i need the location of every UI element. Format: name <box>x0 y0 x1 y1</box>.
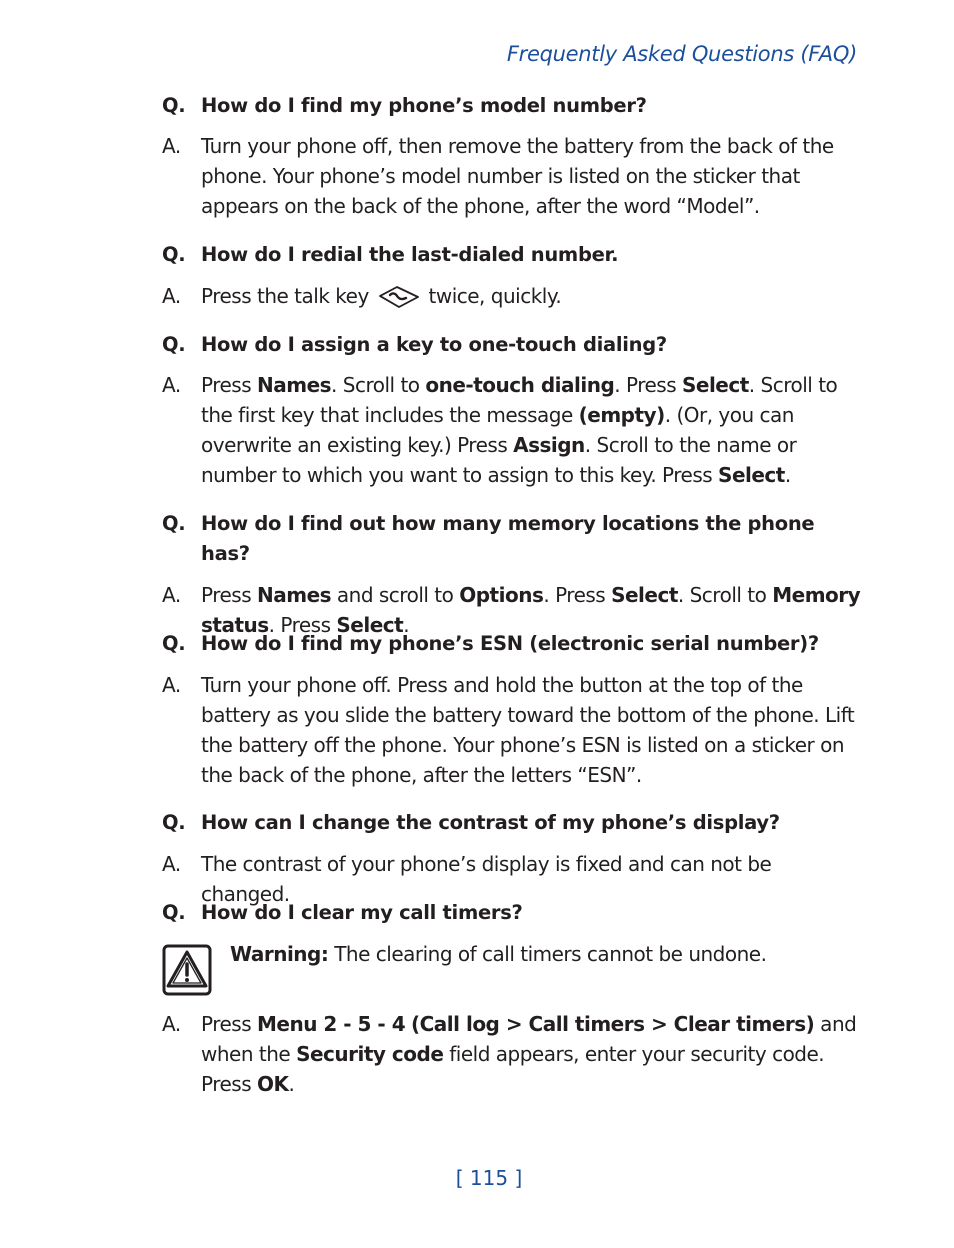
q-marker: Q. <box>162 243 186 266</box>
answer <box>162 281 862 311</box>
warning-text: The clearing of call timers cannot be undone. <box>328 942 767 966</box>
question-text: How do I assign a key to one-touch dialing? <box>201 333 667 356</box>
question-text: How do I find my phone’s model number? <box>201 94 647 117</box>
menu-term: Menu 2 - 5 - 4 <box>257 1012 406 1036</box>
text-run: . Press <box>543 583 612 607</box>
menu-term: Select <box>718 463 785 487</box>
menu-term: Names <box>257 373 332 397</box>
talk-key-icon <box>377 284 421 310</box>
question <box>162 330 862 360</box>
answer-text <box>201 281 862 311</box>
page-number: [ 115 ] <box>455 1166 523 1190</box>
answer-text: The contrast of your phone’s display is fixed and can not be changed. <box>201 852 772 906</box>
faq-item-esn <box>162 629 862 790</box>
text-run: Press <box>201 1012 257 1036</box>
text-run: . <box>403 613 410 637</box>
menu-term: Select <box>681 373 749 397</box>
warning-label: Warning: <box>230 942 329 966</box>
text-run: and when the <box>201 1012 857 1066</box>
a-marker: A. <box>162 673 181 697</box>
text-run: field appears, enter your security code. Press <box>201 1042 825 1096</box>
question-text: How do I find out how many memory locations the phone has? <box>201 512 815 565</box>
a-marker: A. <box>162 373 181 397</box>
question-text: How can I change the contrast of my phone’s display? <box>201 811 780 834</box>
text-run: . Press <box>614 373 682 397</box>
text-run: . <box>784 463 791 487</box>
answer-text: Turn your phone off, then remove the battery from the back of the phone. Your phone’s model number is listed on the sticker that appears on the back of the phone, after the word “Model”. <box>201 134 834 218</box>
question <box>162 91 862 121</box>
answer-text <box>201 370 862 490</box>
text-run: . Scroll to the name or number to which you want to assign to this key. Press <box>201 433 797 487</box>
answer <box>162 370 862 490</box>
a-marker: A. <box>162 284 181 308</box>
menu-term: (Call log > Call timers > Clear timers) <box>410 1012 815 1036</box>
menu-term: Select <box>336 613 404 637</box>
question-text: How do I clear my call timers? <box>201 901 523 924</box>
question <box>162 629 862 659</box>
menu-term: Assign <box>513 433 585 457</box>
text-run: . Scroll to <box>331 373 426 397</box>
menu-term: Names <box>257 583 332 607</box>
answer-text-before: Press the talk key <box>201 284 369 308</box>
text-run: . (Or, you can overwrite an existing key.) Press <box>201 403 794 457</box>
question-text: How do I redial the last-dialed number. <box>201 243 619 266</box>
menu-term: one-touch dialing <box>425 373 615 397</box>
menu-term: Options <box>459 583 544 607</box>
faq-item-call-timers-answer <box>162 1009 862 1099</box>
answer <box>162 1009 862 1099</box>
warning-triangle-icon <box>162 944 212 996</box>
faq-item-model-number <box>162 91 862 221</box>
text-run: . Scroll to <box>677 583 773 607</box>
text-run: Press <box>201 373 257 397</box>
a-marker: A. <box>162 134 181 158</box>
question-text: How do I find my phone’s ESN (electronic serial number)? <box>201 632 819 655</box>
answer-text-after: twice, quickly. <box>428 284 562 308</box>
text-run: . <box>288 1072 295 1096</box>
q-marker: Q. <box>162 333 186 356</box>
answer <box>162 670 862 790</box>
question <box>162 898 862 928</box>
faq-item-redial <box>162 240 862 311</box>
question <box>162 509 862 569</box>
q-marker: Q. <box>162 512 186 535</box>
q-marker: Q. <box>162 901 186 924</box>
faq-item-one-touch <box>162 330 862 490</box>
menu-term: Memory status <box>201 583 861 637</box>
faq-item-memory <box>162 509 862 640</box>
question <box>162 808 862 838</box>
menu-term: (empty) <box>578 403 665 427</box>
answer <box>162 131 862 221</box>
a-marker: A. <box>162 583 181 607</box>
menu-term: Security code <box>296 1042 444 1066</box>
a-marker: A. <box>162 852 181 876</box>
text-run: and scroll to <box>331 583 460 607</box>
faq-item-contrast <box>162 808 862 909</box>
answer-text: Turn your phone off. Press and hold the button at the top of the battery as you slide the battery toward the bottom of the phone. Lift the battery off the phone. Your phone’s ESN is listed on a sticker on the back of the phone, after the letters “ESN”. <box>201 673 855 787</box>
text-run: . Press <box>268 613 337 637</box>
text-run: . Scroll to the first key that includes the message <box>201 373 838 427</box>
running-header: Frequently Asked Questions (FAQ) <box>506 42 857 66</box>
q-marker: Q. <box>162 811 186 834</box>
answer-text <box>201 1009 862 1099</box>
warning-note <box>230 939 860 969</box>
menu-term: OK <box>257 1072 289 1096</box>
menu-term: Select <box>611 583 678 607</box>
a-marker: A. <box>162 1012 181 1036</box>
q-marker: Q. <box>162 94 186 117</box>
text-run: Press <box>201 583 257 607</box>
faq-item-call-timers <box>162 898 862 928</box>
q-marker: Q. <box>162 632 186 655</box>
question <box>162 240 862 270</box>
